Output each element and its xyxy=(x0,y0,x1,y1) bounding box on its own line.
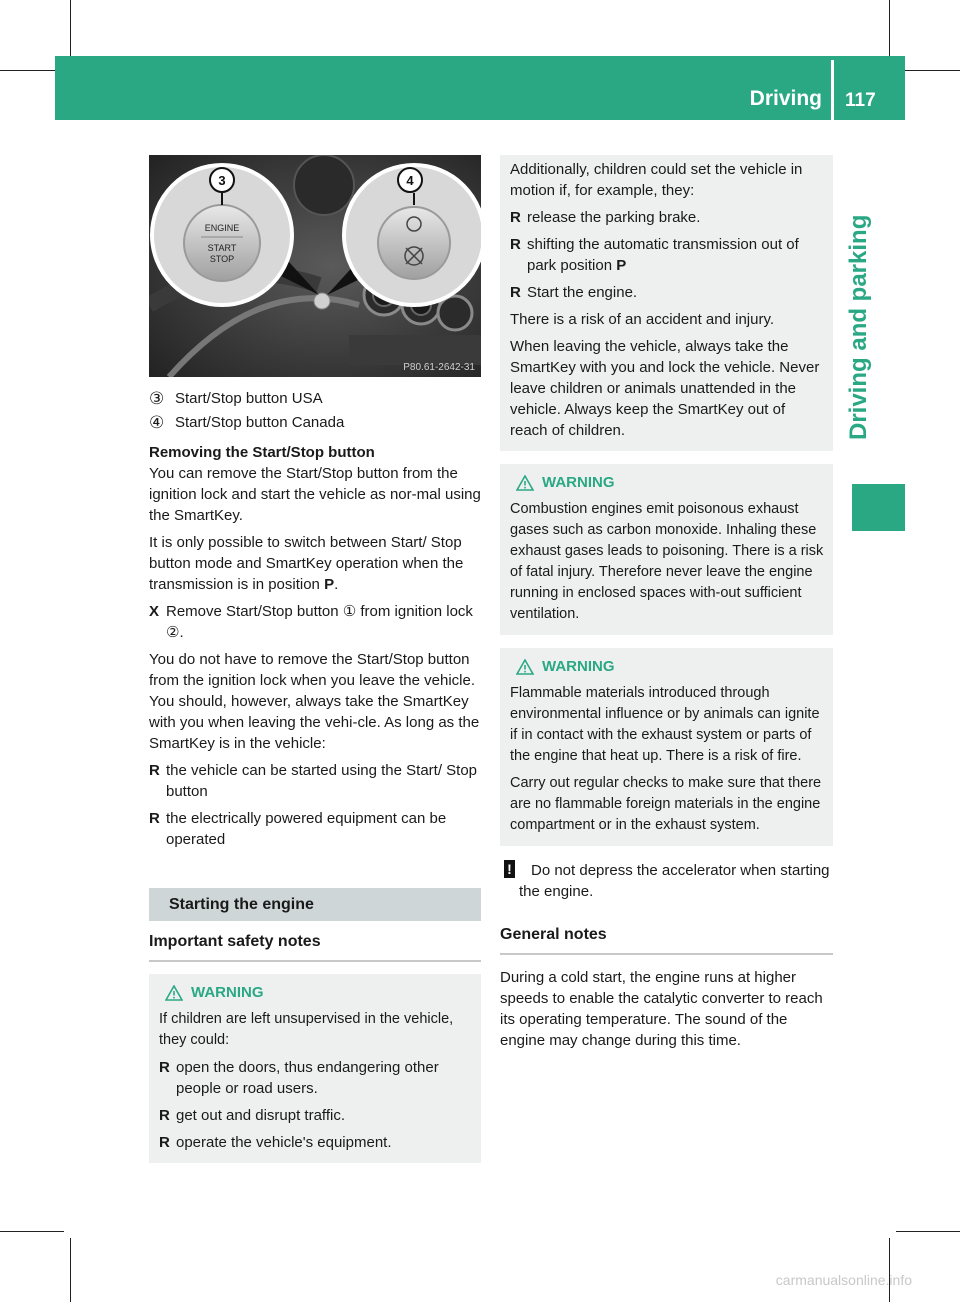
section-heading: Starting the engine xyxy=(149,888,481,921)
warning-title: WARNING xyxy=(516,656,825,677)
warning-continuation-box xyxy=(500,155,833,451)
stop-label: STOP xyxy=(209,254,235,264)
start-stop-figure xyxy=(149,155,481,377)
bullet-icon: R xyxy=(159,1059,170,1076)
bullet-icon: R xyxy=(510,236,521,253)
warning-triangle-icon xyxy=(516,475,534,491)
list-item: R the electrically powered equipment can be operated xyxy=(149,810,447,848)
warning-box xyxy=(500,648,833,846)
warning-title: WARNING xyxy=(165,982,473,1003)
bullet-icon: R xyxy=(510,284,521,301)
header-separator xyxy=(831,60,834,120)
caption-text: Start/Stop button USA xyxy=(175,390,323,407)
warning-triangle-icon xyxy=(165,985,183,1001)
crop-mark xyxy=(889,0,890,64)
step-arrow-icon: X xyxy=(149,603,160,620)
bullet-icon: R xyxy=(159,1134,170,1151)
crop-mark xyxy=(896,1231,960,1232)
sub-heading: General notes xyxy=(500,924,833,955)
engine-label: ENGINE xyxy=(204,223,240,233)
list-item: R operate the vehicle's equipment. xyxy=(159,1134,392,1151)
page-number: 117 xyxy=(845,90,876,111)
paragraph: During a cold start, the engine runs at higher speeds to enable the catalytic converter to reach its operating temperature. The sound of the engine may change during this time. xyxy=(500,969,823,1049)
warning-box xyxy=(500,464,833,635)
callout-4: 4 xyxy=(406,173,414,188)
exclamation-icon: ! xyxy=(504,860,515,878)
caption-text: Start/Stop button Canada xyxy=(175,414,345,431)
warning-box xyxy=(149,974,481,1163)
crop-mark xyxy=(70,0,71,64)
right-column xyxy=(500,155,833,1051)
side-tab-label: Driving and parking xyxy=(845,214,872,440)
warning-text: If children are left unsupervised in the vehicle, they could: xyxy=(159,1011,454,1048)
sub-heading: Important safety notes xyxy=(149,931,481,962)
warning-triangle-icon xyxy=(516,659,534,675)
paragraph: It is only possible to switch between Start/ Stop button mode and SmartKey operation when the transmission is in position P. xyxy=(149,534,464,593)
warning-text: Flammable materials introduced through environmental influence or by animals can ignite if in contact with the exhaust system or parts of the engine that heat up. There is a risk of fire. xyxy=(510,685,820,764)
figure-caption xyxy=(149,388,481,409)
watermark: carmanualsonline.info xyxy=(775,1272,912,1288)
note: ! Do not depress the accelerator when starting the engine. xyxy=(500,860,833,902)
bullet-icon: R xyxy=(159,1107,170,1124)
warning-text: Carry out regular checks to make sure that there are no flammable foreign materials in the engine compartment or in the exhaust system. xyxy=(510,775,822,833)
list-item: R Start the engine. xyxy=(510,284,638,301)
paragraph: You can remove the Start/Stop button from the ignition lock and start the vehicle as nor-mal using the SmartKey. xyxy=(149,465,481,524)
figure-caption xyxy=(149,412,481,433)
paragraph: You do not have to remove the Start/Stop button from the ignition lock when you leave the vehicle. You should, however, always take the SmartKey with you when leaving the vehi-cle. As long as the SmartKey is in the vehicle: xyxy=(149,651,480,752)
crop-mark xyxy=(70,1238,71,1302)
list-item: R shifting the automatic transmission out of park position P xyxy=(510,236,799,274)
warning-text: There is a risk of an accident and injury. xyxy=(510,311,775,328)
warning-title: WARNING xyxy=(516,472,825,493)
bullet-icon: R xyxy=(510,209,521,226)
side-tab-marker xyxy=(852,484,905,531)
list-item: R release the parking brake. xyxy=(510,209,701,226)
list-item: R open the doors, thus endangering other people or road users. xyxy=(159,1059,439,1097)
figure-ref-code: P80.61-2642-31 xyxy=(403,362,475,373)
bullet-icon: R xyxy=(149,810,160,827)
bullet-icon: R xyxy=(149,762,160,779)
left-column xyxy=(149,155,481,1163)
list-item: R the vehicle can be started using the Start/ Stop button xyxy=(149,762,478,800)
start-label: START xyxy=(207,243,237,253)
crop-mark xyxy=(0,1231,64,1232)
section-subheading: Removing the Start/Stop button xyxy=(149,444,375,461)
list-item: R get out and disrupt traffic. xyxy=(159,1107,345,1124)
warning-text: Combustion engines emit poisonous exhaust gases such as carbon monoxide. Inhaling these exhaust gases leads to poisoning. There is a risk of fatal injury. Therefore never leave the engine running in enclosed spaces with-out sufficient ventilation. xyxy=(510,501,824,622)
instruction-step: X Remove Start/Stop button ① from ignition lock ②. xyxy=(149,603,473,641)
start-stop-button xyxy=(314,293,330,309)
warning-text: When leaving the vehicle, always take the SmartKey with you and lock the vehicle. Never leave children or animals unattended in the vehicle. Always keep the SmartKey out of reach of children. xyxy=(510,338,820,439)
caption-number: ③ xyxy=(149,389,165,408)
warning-text: Additionally, children could set the vehicle in motion if, for example, they: xyxy=(510,161,803,199)
crop-mark xyxy=(896,70,960,71)
caption-number: ④ xyxy=(149,413,165,432)
page-header-title: Driving xyxy=(749,87,822,110)
callout-3: 3 xyxy=(218,173,226,188)
